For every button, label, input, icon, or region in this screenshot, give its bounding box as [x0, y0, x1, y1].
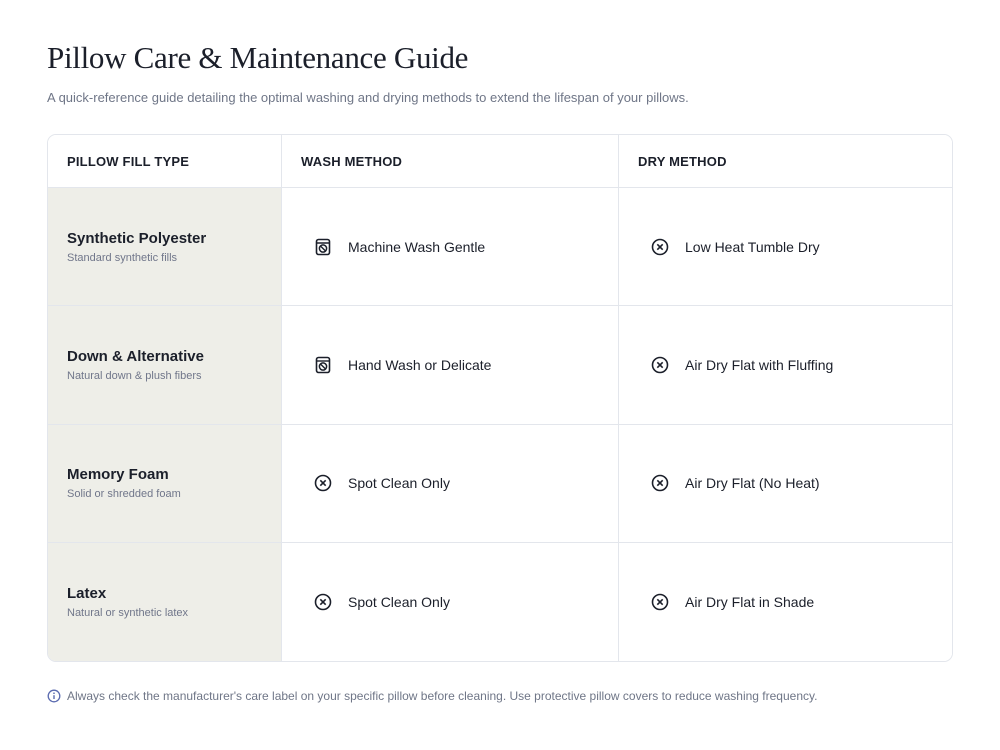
wash-method-label: Machine Wash Gentle: [348, 238, 486, 255]
fill-type-description: Natural down & plush fibers: [67, 369, 202, 382]
dry-method-label: Air Dry Flat in Shade: [685, 593, 815, 610]
circle-x-icon: [650, 237, 670, 257]
dry-method-cell: [618, 543, 952, 661]
wash-method-cell: [281, 306, 618, 424]
fill-type-description: Solid or shredded foam: [67, 488, 181, 501]
dry-method-label: Air Dry Flat with Fluffing: [685, 356, 834, 373]
fill-type-description: Standard synthetic fills: [67, 251, 178, 264]
wash-method-cell: [281, 188, 618, 306]
header-dry-method: DRY METHOD: [618, 135, 952, 188]
washing-machine-icon: [313, 237, 333, 257]
header-wash-method: WASH METHOD: [281, 135, 618, 188]
wash-method-cell: [281, 425, 618, 543]
page-subtitle: A quick-reference guide detailing the optimal washing and drying methods to extend the lifespan of your pillows.: [47, 90, 689, 105]
circle-x-icon: [650, 473, 670, 493]
fill-type-cell: [48, 543, 281, 661]
dry-method-cell: [618, 425, 952, 543]
fill-type-cell: [48, 306, 281, 424]
washing-machine-icon: [313, 355, 333, 375]
dry-method-cell: [618, 188, 952, 306]
fill-type-description: Natural or synthetic latex: [67, 606, 189, 619]
page-title: Pillow Care & Maintenance Guide: [47, 40, 469, 75]
circle-x-icon: [313, 592, 333, 612]
wash-method-label: Spot Clean Only: [348, 475, 450, 492]
dry-method-cell: [618, 306, 952, 424]
circle-x-icon: [650, 592, 670, 612]
dry-method-label: Low Heat Tumble Dry: [685, 238, 820, 255]
wash-method-label: Spot Clean Only: [348, 593, 450, 610]
care-note-text: Always check the manufacturer's care label on your specific pillow before cleaning. Use protective pillow covers to reduce washing frequency.: [67, 689, 818, 703]
circle-x-icon: [313, 473, 333, 493]
fill-type-name: Synthetic Polyester: [67, 229, 207, 247]
wash-method-label: Hand Wash or Delicate: [348, 356, 492, 373]
care-table: [47, 134, 953, 662]
fill-type-cell: [48, 188, 281, 306]
fill-type-name: Down & Alternative: [67, 347, 204, 365]
fill-type-name: Memory Foam: [67, 466, 169, 484]
circle-x-icon: [650, 355, 670, 375]
header-fill-type: PILLOW FILL TYPE: [48, 135, 281, 188]
wash-method-cell: [281, 543, 618, 661]
fill-type-cell: [48, 425, 281, 543]
fill-type-name: Latex: [67, 584, 107, 602]
info-icon: [47, 689, 61, 703]
dry-method-label: Air Dry Flat (No Heat): [685, 475, 820, 492]
care-note: [47, 689, 817, 703]
